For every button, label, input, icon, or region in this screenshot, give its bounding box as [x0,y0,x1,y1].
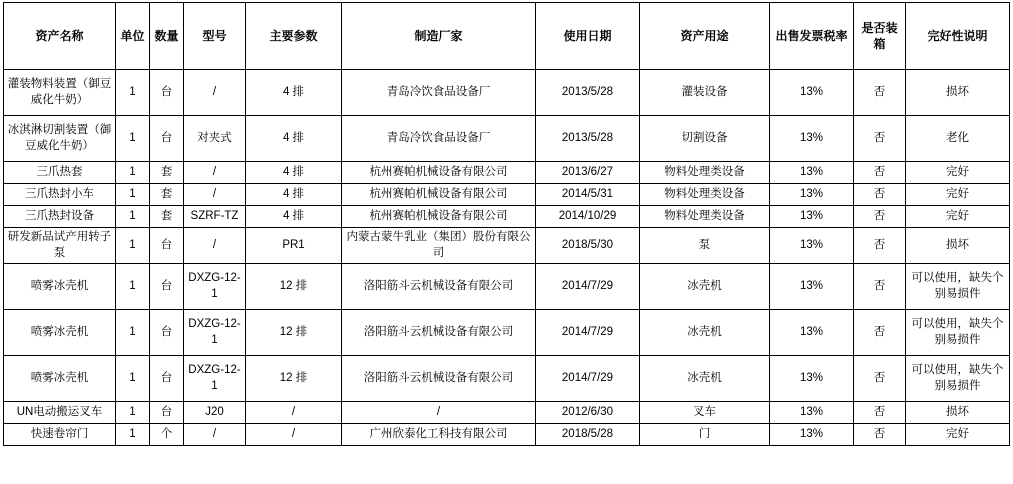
cell-asset-name: 喷雾冰壳机 [4,310,116,356]
table-header [4,3,1010,70]
cell-model: / [184,184,246,206]
asset-table [3,2,1010,446]
cell-model: J20 [184,402,246,424]
cell-unit: 1 [116,402,150,424]
cell-unit: 1 [116,424,150,446]
cell-boxed: 否 [854,206,906,228]
cell-boxed: 否 [854,70,906,116]
cell-asset-usage: 叉车 [640,402,770,424]
cell-unit: 1 [116,70,150,116]
table-row [4,116,1010,162]
column-header-asset-usage: 资产用途 [640,3,770,70]
cell-asset-name: UN电动搬运叉车 [4,402,116,424]
cell-condition: 完好 [906,162,1010,184]
cell-quantity: 台 [150,356,184,402]
cell-invoice-tax-rate: 13% [770,70,854,116]
cell-manufacturer: 洛阳筋斗云机械设备有限公司 [342,264,536,310]
column-header-manufacturer: 制造厂家 [342,3,536,70]
cell-boxed: 否 [854,356,906,402]
cell-boxed: 否 [854,116,906,162]
cell-use-date: 2012/6/30 [536,402,640,424]
table-row [4,184,1010,206]
cell-model: / [184,162,246,184]
column-header-boxed: 是否装箱 [854,3,906,70]
cell-condition: 损坏 [906,402,1010,424]
cell-model: / [184,424,246,446]
cell-invoice-tax-rate: 13% [770,206,854,228]
cell-manufacturer: / [342,402,536,424]
table-row [4,206,1010,228]
cell-manufacturer: 杭州赛帕机械设备有限公司 [342,162,536,184]
cell-unit: 1 [116,162,150,184]
cell-use-date: 2014/7/29 [536,264,640,310]
cell-use-date: 2014/10/29 [536,206,640,228]
cell-main-parameter: 12 排 [246,310,342,356]
cell-main-parameter: 4 排 [246,206,342,228]
cell-boxed: 否 [854,424,906,446]
cell-use-date: 2013/5/28 [536,116,640,162]
cell-asset-usage: 门 [640,424,770,446]
cell-condition: 完好 [906,424,1010,446]
table-row [4,356,1010,402]
cell-unit: 1 [116,206,150,228]
cell-unit: 1 [116,116,150,162]
cell-manufacturer: 杭州赛帕机械设备有限公司 [342,206,536,228]
cell-quantity: 台 [150,310,184,356]
table-row [4,264,1010,310]
cell-model: / [184,70,246,116]
cell-invoice-tax-rate: 13% [770,228,854,264]
table-row [4,228,1010,264]
cell-unit: 1 [116,310,150,356]
cell-unit: 1 [116,228,150,264]
cell-unit: 1 [116,264,150,310]
cell-quantity: 套 [150,162,184,184]
cell-boxed: 否 [854,310,906,356]
cell-quantity: 台 [150,264,184,310]
cell-model: / [184,228,246,264]
cell-main-parameter: 4 排 [246,184,342,206]
cell-model: DXZG-12-1 [184,356,246,402]
cell-asset-usage: 切割设备 [640,116,770,162]
cell-boxed: 否 [854,228,906,264]
column-header-asset-name: 资产名称 [4,3,116,70]
cell-asset-name: 三爪热套 [4,162,116,184]
cell-condition: 可以使用，缺失个别易损件 [906,356,1010,402]
cell-model: DXZG-12-1 [184,310,246,356]
cell-condition: 老化 [906,116,1010,162]
cell-use-date: 2013/5/28 [536,70,640,116]
column-header-unit: 单位 [116,3,150,70]
cell-condition: 可以使用，缺失个别易损件 [906,310,1010,356]
cell-quantity: 台 [150,402,184,424]
cell-manufacturer: 青岛冷饮食品设备厂 [342,70,536,116]
cell-quantity: 套 [150,206,184,228]
table-body [4,70,1010,446]
cell-use-date: 2013/6/27 [536,162,640,184]
cell-asset-usage: 冰壳机 [640,310,770,356]
cell-condition: 完好 [906,184,1010,206]
cell-boxed: 否 [854,264,906,310]
cell-condition: 完好 [906,206,1010,228]
cell-asset-usage: 物料处理类设备 [640,162,770,184]
cell-invoice-tax-rate: 13% [770,402,854,424]
cell-invoice-tax-rate: 13% [770,356,854,402]
column-header-quantity: 数量 [150,3,184,70]
cell-use-date: 2018/5/28 [536,424,640,446]
column-header-invoice-tax-rate: 出售发票税率 [770,3,854,70]
cell-invoice-tax-rate: 13% [770,264,854,310]
cell-quantity: 套 [150,184,184,206]
cell-main-parameter: 12 排 [246,264,342,310]
cell-use-date: 2018/5/30 [536,228,640,264]
cell-manufacturer: 洛阳筋斗云机械设备有限公司 [342,356,536,402]
cell-main-parameter: 4 排 [246,70,342,116]
cell-asset-name: 研发新品试产用转子泵 [4,228,116,264]
cell-use-date: 2014/7/29 [536,310,640,356]
cell-use-date: 2014/7/29 [536,356,640,402]
column-header-main-parameter: 主要参数 [246,3,342,70]
cell-asset-usage: 冰壳机 [640,264,770,310]
cell-model: 对夹式 [184,116,246,162]
cell-asset-name: 灌装物料装置（御豆威化牛奶） [4,70,116,116]
cell-boxed: 否 [854,184,906,206]
cell-main-parameter: / [246,402,342,424]
cell-main-parameter: / [246,424,342,446]
cell-boxed: 否 [854,402,906,424]
cell-model: DXZG-12-1 [184,264,246,310]
cell-main-parameter: PR1 [246,228,342,264]
cell-manufacturer: 青岛冷饮食品设备厂 [342,116,536,162]
column-header-model: 型号 [184,3,246,70]
cell-unit: 1 [116,184,150,206]
cell-condition: 损坏 [906,228,1010,264]
cell-main-parameter: 4 排 [246,116,342,162]
table-row [4,162,1010,184]
table-row [4,424,1010,446]
cell-manufacturer: 洛阳筋斗云机械设备有限公司 [342,310,536,356]
cell-asset-usage: 物料处理类设备 [640,184,770,206]
table-row [4,310,1010,356]
table-row [4,402,1010,424]
cell-manufacturer: 内蒙古蒙牛乳业（集团）股份有限公司 [342,228,536,264]
cell-invoice-tax-rate: 13% [770,162,854,184]
cell-manufacturer: 广州欣泰化工科技有限公司 [342,424,536,446]
cell-manufacturer: 杭州赛帕机械设备有限公司 [342,184,536,206]
cell-invoice-tax-rate: 13% [770,184,854,206]
cell-asset-usage: 冰壳机 [640,356,770,402]
cell-condition: 可以使用，缺失个别易损件 [906,264,1010,310]
cell-asset-name: 喷雾冰壳机 [4,356,116,402]
cell-main-parameter: 12 排 [246,356,342,402]
cell-main-parameter: 4 排 [246,162,342,184]
column-header-condition: 完好性说明 [906,3,1010,70]
cell-invoice-tax-rate: 13% [770,424,854,446]
cell-asset-name: 三爪热封小车 [4,184,116,206]
cell-invoice-tax-rate: 13% [770,310,854,356]
cell-asset-usage: 灌装设备 [640,70,770,116]
cell-boxed: 否 [854,162,906,184]
header-row [4,3,1010,70]
cell-quantity: 台 [150,116,184,162]
cell-condition: 损坏 [906,70,1010,116]
table-row [4,70,1010,116]
cell-use-date: 2014/5/31 [536,184,640,206]
cell-asset-usage: 泵 [640,228,770,264]
cell-asset-name: 冰淇淋切割装置（御豆威化牛奶） [4,116,116,162]
cell-quantity: 个 [150,424,184,446]
cell-quantity: 台 [150,70,184,116]
cell-invoice-tax-rate: 13% [770,116,854,162]
cell-asset-usage: 物料处理类设备 [640,206,770,228]
column-header-use-date: 使用日期 [536,3,640,70]
cell-asset-name: 喷雾冰壳机 [4,264,116,310]
cell-quantity: 台 [150,228,184,264]
cell-asset-name: 快速卷帘门 [4,424,116,446]
cell-asset-name: 三爪热封设备 [4,206,116,228]
cell-model: SZRF-TZ [184,206,246,228]
cell-unit: 1 [116,356,150,402]
